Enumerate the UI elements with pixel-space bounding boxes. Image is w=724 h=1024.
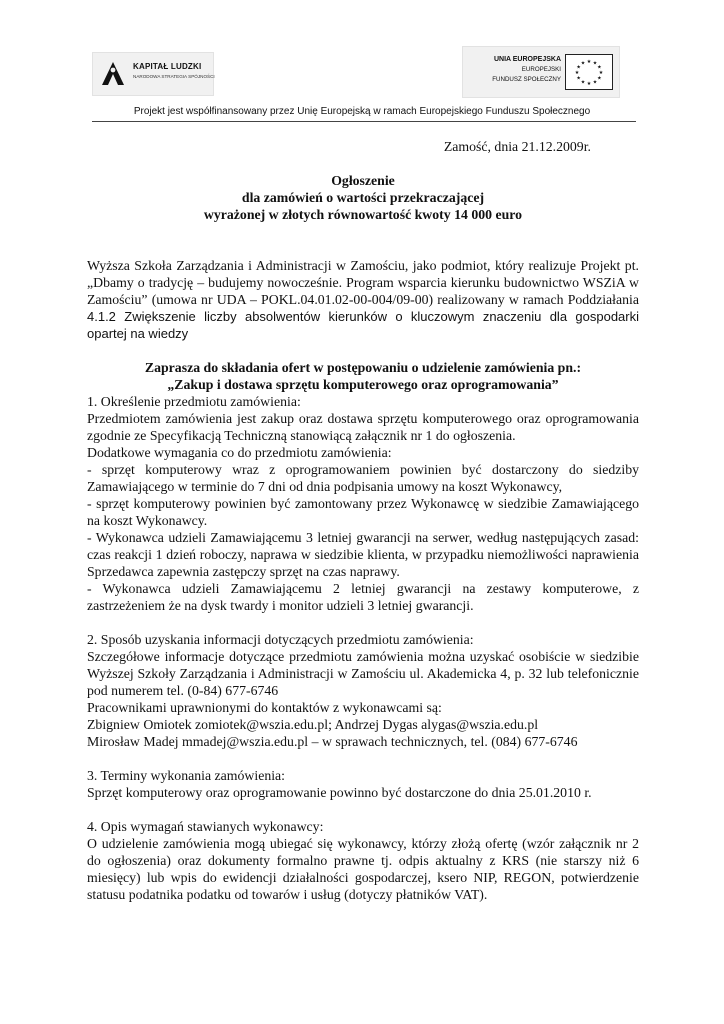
svg-text:★: ★ [580,79,586,86]
svg-text:★: ★ [576,75,581,82]
invitation-line-1: Zaprasza do składania ofert w postępowaniu o udzielenie zamówienia pn.: [144,360,582,375]
section-4-heading: 4. Opis wymagań stawianych wykonawcy: [87,819,324,834]
section-3-heading: 3. Terminy wykonania zamówienia: [87,768,286,783]
eu-line-1: UNIA EUROPEJSKA [493,56,561,63]
svg-text:★: ★ [598,70,604,76]
section-1-bullet-1: - sprzęt komputerowy wraz z oprogramowaniem powinien być dostarczony do siedziby Zamawiającego w terminie do 7 dni od dnia podpisania umowy na koszt Wykonawcy, [87,462,639,494]
svg-text:★: ★ [586,59,592,65]
spacer [87,342,639,359]
eu-logo-text [492,55,561,85]
kapital-ludzki-mark-icon [99,59,127,89]
intro-text: Wyższa Szkoła Zarządzania i Administracji w Zamościu, jako podmiot, który realizuje Projekt pt. „Dbamy o tradycję – budujemy nowocześnie. Program wsparcia kierunku budownictwo WSZiA w Zamościu” (umowa nr UDA – POKL.04.01.02-00-004/09-00) realizowany w ramach Poddziałania [87,258,639,307]
section-2-contact-1: Zbigniew Omiotek zomiotek@wszia.edu.pl; Andrzej Dygas alygas@wszia.edu.pl [87,717,539,732]
svg-text:★: ★ [586,81,592,87]
section-1-bullet-3: - Wykonawca udzieli Zamawiającemu 3 letniej gwarancji na serwer, według następujących zasad: czas reakcji 1 dzień roboczy, naprawa w siedzibie klienta, w przypadku niemożliwości naprawienia Sprzedawca zapewnia zastępczy sprzęt na czas naprawy. [87,530,639,579]
kapital-ludzki-logo [92,52,214,96]
intro-subaction: 4.1.2 Zwiększenie liczby absolwentów kierunków o kluczowym znaczeniu dla gospodarki opartej na wiedzy [87,309,639,341]
section-2 [87,631,639,750]
spacer [87,223,639,240]
svg-text:★: ★ [574,70,580,76]
svg-text:★: ★ [592,60,598,67]
section-1-bullet-4: - Wykonawca udzieli Zamawiającemu 2 letniej gwarancji na zestawy komputerowe, z zastrzeżeniem że na dysk twardy i monitor udzieli 3 letniej gwarancji. [87,581,639,613]
section-1-heading: 1. Określenie przedmiotu zamówienia: [87,394,301,409]
spacer [87,801,639,818]
invitation [87,359,639,393]
spacer [87,614,639,631]
eu-logo [462,46,620,98]
section-1-text: Przedmiotem zamówienia jest zakup oraz dostawa sprzętu komputerowego oraz oprogramowania zgodnie ze Specyfikacją Techniczną stanowiącą załącznik nr 1 do ogłoszenia. [87,411,639,443]
section-1-bullet-2: - sprzęt komputerowy powinien być zamontowany przez Wykonawcę w siedzibie Zamawiającego na koszt Wykonawcy. [87,496,639,528]
svg-text:★: ★ [576,64,581,71]
section-3-text: Sprzęt komputerowy oraz oprogramowanie powinno być dostarczone do dnia 25.01.2010 r. [87,785,592,800]
invitation-line-2: „Zakup i dostawa sprzętu komputerowego oraz oprogramowania” [167,377,559,392]
svg-text:★: ★ [580,60,586,67]
spacer [87,240,639,257]
section-3 [87,767,639,801]
section-2-text: Szczegółowe informacje dotyczące przedmiotu zamówienia można uzyskać osobiście w siedzibie Wyższej Szkoły Zarządzania i Administracji w Zamościu ul. Akademicka 4, p. 32 lub telefonicznie pod numerem tel. (0-84) 677-6746 [87,649,639,698]
document-date: Zamość, dnia 21.12.2009r. [443,139,591,154]
section-4-text: O udzielenie zamówienia mogą ubiegać się wykonawcy, którzy złożą ofertę (wzór załącznik nr 2 do ogłoszenia) oraz dokumenty formalno prawne tj. odpis aktualny z KRS (nie starszy niż 6 miesięcy) lub wpis do ewidencji działalności gospodarczej, ksero NIP, REGON, potwierdzenie statusu podatnika podatku od towarów i usług (dotyczy płatników VAT). [87,836,639,902]
eu-line-2: EUROPEJSKI [521,66,561,73]
section-1 [87,393,639,614]
eu-flag-icon [565,54,613,90]
section-2-contacts-heading: Pracownikami uprawnionymi do kontaktów z wykonawcami są: [87,700,442,715]
header-divider [92,121,636,122]
title-line-3: wyrażonej w złotych równowartość kwoty 14 000 euro [203,207,523,222]
title-line-1: Ogłoszenie [331,173,395,188]
header-logos [0,0,724,117]
section-2-contact-2: Mirosław Madej mmadej@wszia.edu.pl – w sprawach technicznych, tel. (084) 677-6746 [87,734,578,749]
funding-note: Projekt jest współfinansowany przez Unię Europejską w ramach Europejskiego Funduszu Społecznego [133,106,591,117]
spacer [87,750,639,767]
section-4 [87,818,639,903]
eu-line-3: FUNDUSZ SPOŁECZNY [492,76,561,83]
intro-paragraph [87,257,639,342]
kapital-ludzki-subtitle: NARODOWA STRATEGIA SPÓJNOŚCI [133,74,215,79]
section-2-heading: 2. Sposób uzyskania informacji dotyczących przedmiotu zamówienia: [87,632,474,647]
svg-text:★: ★ [597,75,602,82]
svg-text:★: ★ [592,79,598,86]
title-line-2: dla zamówień o wartości przekraczającej [241,190,485,205]
document-title [87,172,639,223]
svg-text:★: ★ [597,64,602,71]
kapital-ludzki-title: KAPITAŁ LUDZKI [133,62,202,71]
section-1-extra-heading: Dodatkowe wymagania co do przedmiotu zamówienia: [87,445,392,460]
document-body [87,138,639,903]
